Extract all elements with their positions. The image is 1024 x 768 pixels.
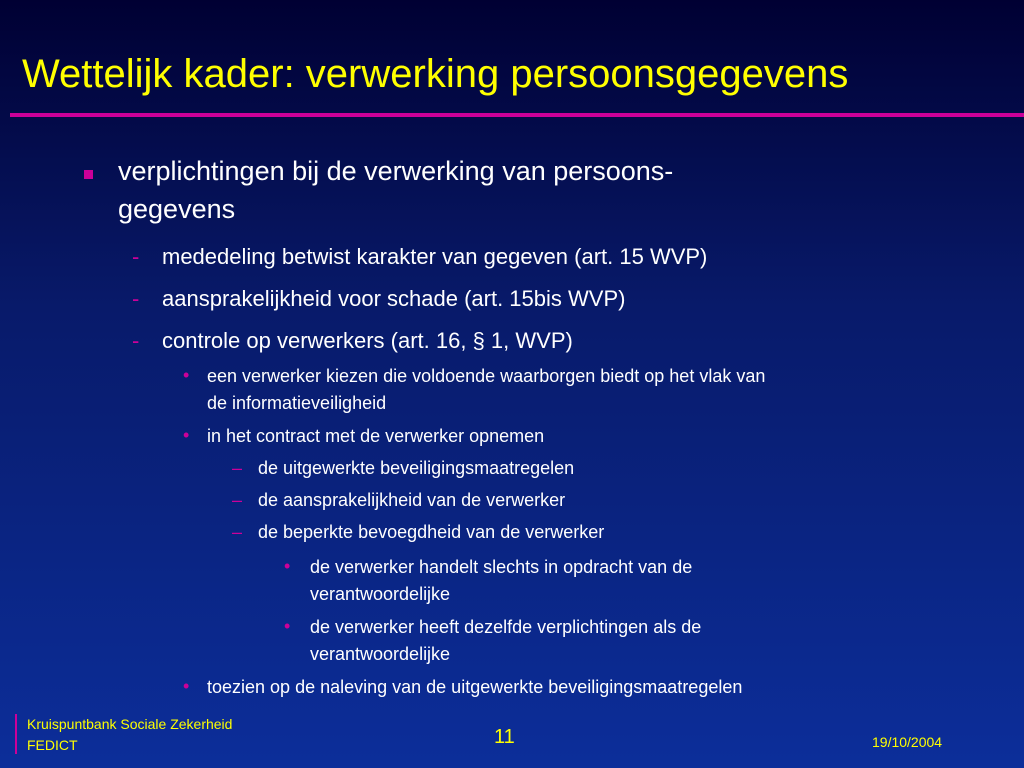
en-dash-bullet-icon: – <box>232 490 243 510</box>
bullet-level5-line1: de verwerker handelt slechts in opdracht van de <box>310 557 693 577</box>
footer-date: 19/10/2004 <box>872 734 943 750</box>
bullet-level1-line1: verplichtingen bij de verwerking van persoons- <box>118 156 674 186</box>
dot-bullet-icon: • <box>183 676 190 696</box>
page-number: 11 <box>494 726 515 748</box>
title-divider <box>10 113 1024 117</box>
bullet-level5-line2: verantwoordelijke <box>310 644 451 664</box>
bullet-level5-line2: verantwoordelijke <box>310 584 451 604</box>
footer-organization-line2: FEDICT <box>27 737 78 753</box>
dash-bullet-icon: - <box>132 244 140 269</box>
en-dash-bullet-icon: – <box>232 522 243 542</box>
dot-bullet-icon: • <box>284 556 291 576</box>
bullet-level2-item: aansprakelijkheid voor schade (art. 15bis WVP) <box>162 286 626 311</box>
bullet-level4-item: de beperkte bevoegdheid van de verwerker <box>258 522 605 542</box>
bullet-level5-line1: de verwerker heeft dezelfde verplichtingen als de <box>310 617 702 637</box>
bullet-level1-line2: gegevens <box>118 194 236 224</box>
en-dash-bullet-icon: – <box>232 458 243 478</box>
dot-bullet-icon: • <box>284 616 291 636</box>
bullet-level3-line1: een verwerker kiezen die voldoende waarborgen biedt op het vlak van <box>207 366 766 386</box>
bullet-level2-item: mededeling betwist karakter van gegeven (art. 15 WVP) <box>162 244 708 269</box>
bullet-level3-item: in het contract met de verwerker opnemen <box>207 426 545 446</box>
bullet-level2-item: controle op verwerkers (art. 16, § 1, WVP) <box>162 328 573 353</box>
slide-title: Wettelijk kader: verwerking persoonsgegevens <box>22 52 849 96</box>
bullet-level4-item: de aansprakelijkheid van de verwerker <box>258 490 566 510</box>
bullet-level3-line2: de informatieveiligheid <box>207 393 387 413</box>
footer-divider <box>15 714 17 754</box>
footer-organization-line1: Kruispuntbank Sociale Zekerheid <box>27 716 233 732</box>
bullet-level3-item: toezien op de naleving van de uitgewerkte beveiligingsmaatregelen <box>207 677 743 697</box>
dot-bullet-icon: • <box>183 365 190 385</box>
square-bullet-icon <box>84 170 93 179</box>
dash-bullet-icon: - <box>132 328 140 353</box>
bullet-level4-item: de uitgewerkte beveiligingsmaatregelen <box>258 458 575 478</box>
dash-bullet-icon: - <box>132 286 140 311</box>
dot-bullet-icon: • <box>183 425 190 445</box>
